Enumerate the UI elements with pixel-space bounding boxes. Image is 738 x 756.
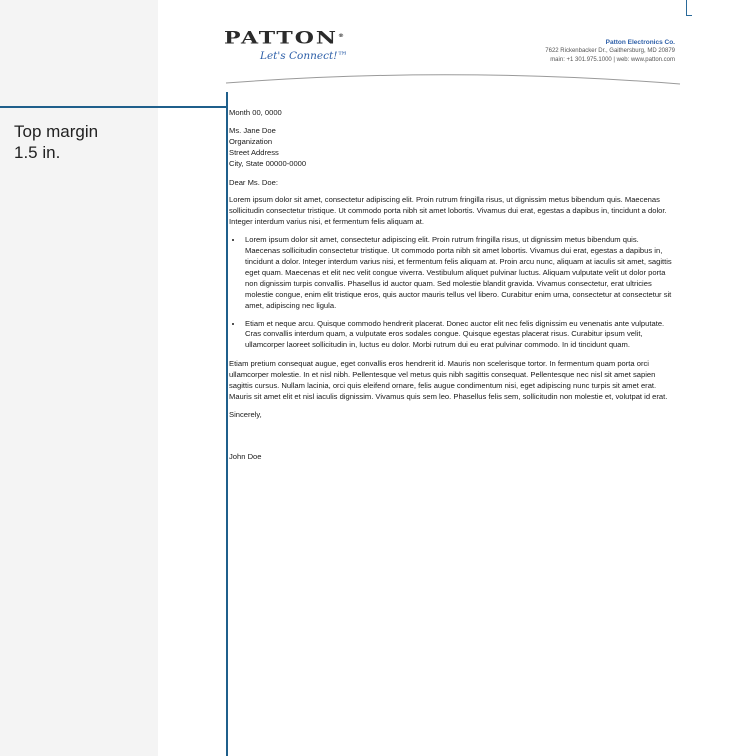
corner-crop-mark [686,0,692,16]
registered-mark: ® [338,33,345,39]
company-address: 7622 Rickenbacker Dr., Gaithersburg, MD 20879 [545,48,675,54]
bullet-item: • Lorem ipsum dolor sit amet, consectetur adipiscing elit. Proin rutrum fringilla risus, ut dignissim metus bibendum quis. Maecenas sollicitudin consectetur tristique. Ut commodo porta nibh sit amet lobortis. Vivamus dui erat, egestas a dapibus in, tincidunt a dolor. Integer interdum varius nisi, et fermentum felis aliquam at. Proin arcu nunc, aliquam at iaculis sit amet, sagittis eget quam. Maecenas et elit nec velit congue viverra. Vestibulum aliquet pulvinar luctus. Aliquam vulputate velit ut dolor porta non dignissim turpis convallis. Phasellus id auctor quam. Sed molestie blandit gravida. Vivamus consectetur, erat ultricies molestie congue, enim elit tristique eros, quis auctor mauris tellus vel libero. Curabitur enim urna, consectetur at consectetur sit amet, adipiscing nec ligula. [243,235,675,311]
recipient-line: Street Address [229,147,279,157]
company-contact: main: +1 301.975.1000 | web: www.patton.com [550,57,675,63]
left-margin-guide [226,92,228,756]
letter-date: Month 00, 0000 [229,108,282,117]
logo-wordmark: PATTON [224,28,339,49]
body-paragraph-1: Lorem ipsum dolor sit amet, consectetur adipiscing elit. Proin rutrum fringilla risus, ut dignissim metus bibendum quis. Maecenas sollicitudin consectetur tristique. Ut commodo porta nibh sit amet lobortis. Vivamus dui erat, egestas a dapibus in, tincidunt a dolor. Integer interdum varius nisi, et fermentum felis aliquam at. [229,195,667,227]
logo-tagline: Let's Connect!™ [260,50,348,62]
signature-name: John Doe [229,451,262,461]
recipient-line: City, State 00000-0000 [229,158,307,168]
salutation: Dear Ms. Doe: [229,177,278,187]
header-swoosh [0,0,738,100]
bullet-list [229,235,675,351]
top-margin-label: Top margin 1.5 in. [14,122,99,162]
top-margin-guide [0,106,228,108]
closing: Sincerely, [229,409,262,419]
body-paragraph-2: Etiam pretium consequat augue, eget convallis eros hendrerit id. Mauris non scelerisque tortor. In fermentum quam porta orci ullamcorper molestie. In et nisl nibh. Pellentesque vel metus quis nibh sagittis consequat. Pellentesque nec nisl sit amet sapien sagittis cursus. Nullam lacinia, orci quis eleifend ornare, felis augue condimentum nisi, eget adipiscing nunc turpis sit amet erat. Mauris sit amet elit et nisl iaculis dignissim. Vivamus quis sem leo. Phasellus felis sem, sollicitudin non molestie et, volutpat id erat. [229,359,668,401]
recipient-line: Ms. Jane Doe [229,125,276,135]
letter-body [229,108,675,470]
recipient-block [229,126,675,170]
company-name: Patton Electronics Co. [605,39,675,46]
recipient-line: Organization [229,136,273,146]
bullet-item: • Etiam et neque arcu. Quisque commodo hendrerit placerat. Donec auctor elit nec felis dignissim eu venenatis ante vulputate. Cras convallis interdum quam, a vulputate eros sodales congue. Quisque egestas placerat risus. Curabitur ipsum velit, ullamcorper laoreet sollicitudin in, luctus eu dolor. Morbi rutrum dui eu erat pulvinar commodo. In id tincidunt quam. [243,319,675,352]
